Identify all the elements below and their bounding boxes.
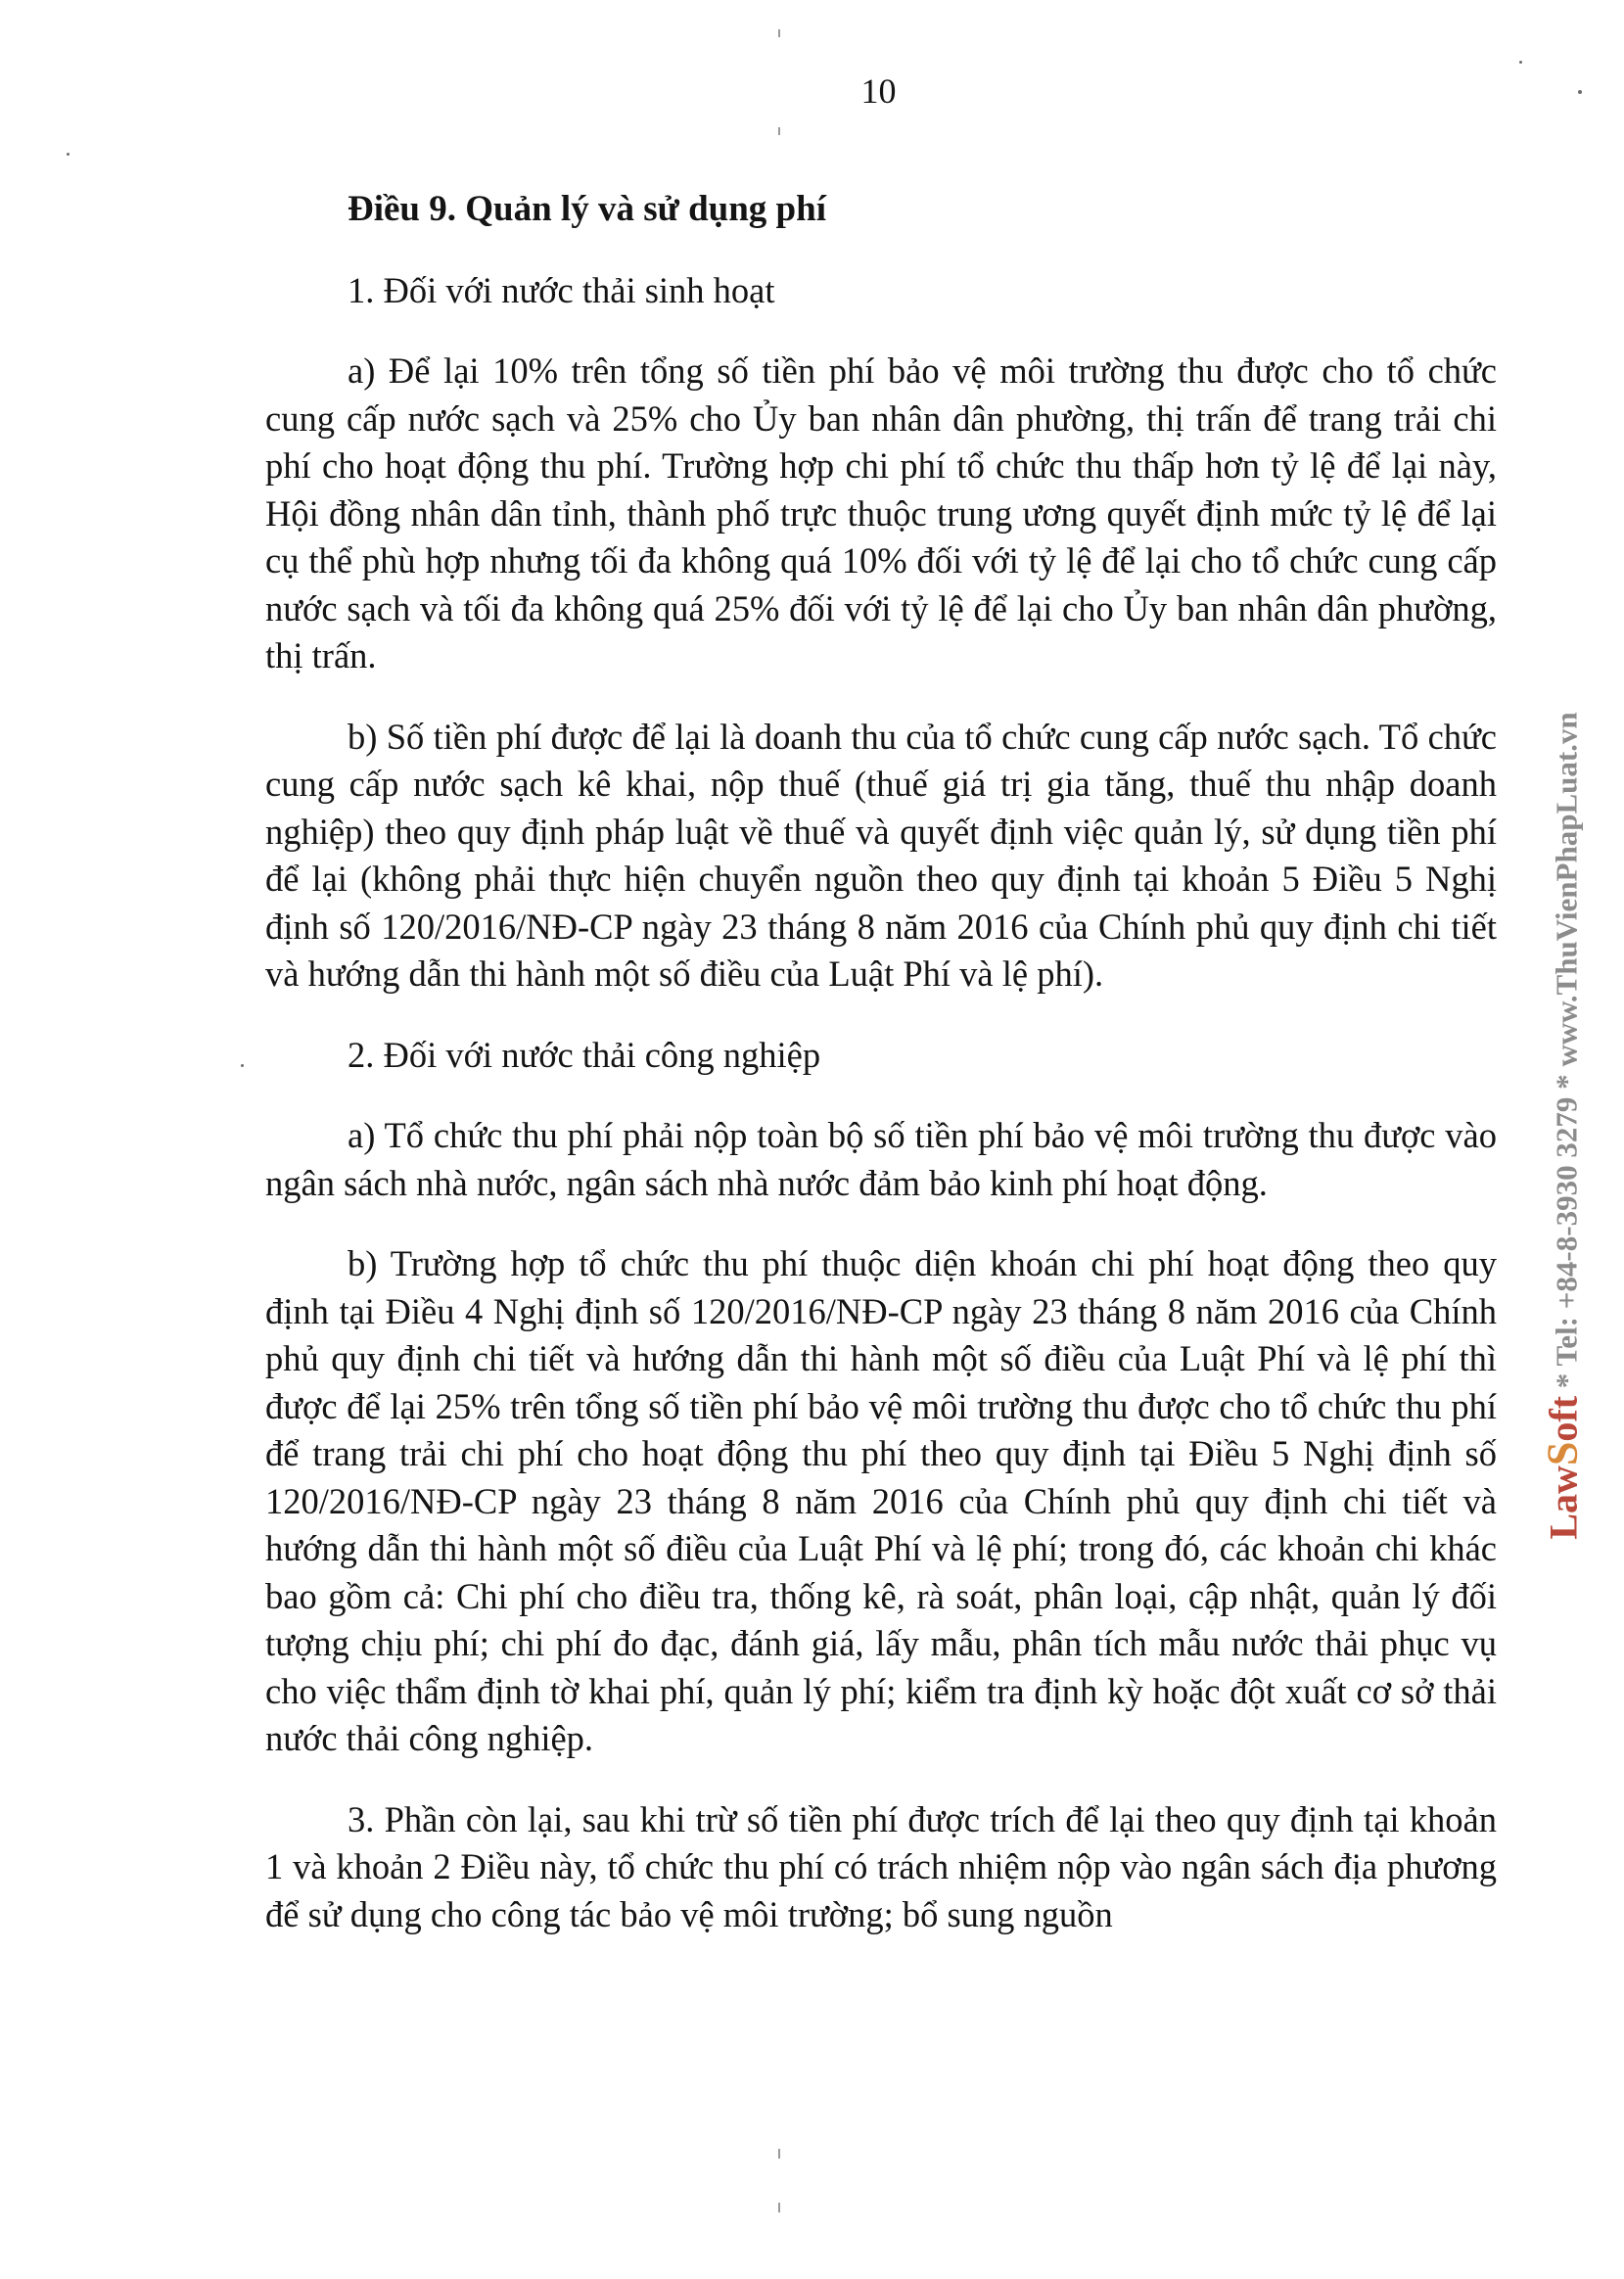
watermark-separator: * — [1549, 1366, 1584, 1396]
section-1-paragraph-b: b) Số tiền phí được để lại là doanh thu của tổ chức cung cấp nước sạch. Tổ chức cung cấp nước sạch kê khai, nộp thuế (thuế giá trị gia tăng, thuế thu nhập doanh nghiệp) theo quy định pháp luật về thuế và quyết định việc quản lý, sử dụng tiền phí để lại (không phải thực hiện chuyển nguồn theo quy định tại khoản 5 Điều 5 Nghị định số 120/2016/NĐ-CP ngày 23 tháng 8 năm 2016 của Chính phủ quy định chi tiết và hướng dẫn thi hành một số điều của Luật Phí và lệ phí). — [265, 716, 1497, 994]
scan-fold-mark — [778, 2203, 780, 2212]
scan-fold-mark — [778, 2149, 780, 2159]
watermark-tel: Tel: +84-8-3930 3279 — [1549, 1096, 1584, 1367]
scan-speck — [67, 153, 70, 156]
scan-speck — [1519, 61, 1522, 64]
article-title: Điều 9. Quản lý và sử dụng phí — [348, 189, 826, 229]
scan-fold-mark — [778, 29, 780, 37]
watermark-site: www.ThuVienPhapLuat.vn — [1549, 712, 1584, 1067]
lawsoft-watermark — [1538, 712, 1588, 1539]
scan-speck — [1578, 90, 1582, 94]
section-2-title: 2. Đối với nước thải công nghiệp — [348, 1034, 821, 1075]
watermark-separator: * — [1549, 1066, 1584, 1097]
section-2-paragraph-a: a) Tổ chức thu phí phải nộp toàn bộ số tiền phí bảo vệ môi trường thu được vào ngân sách nhà nước, ngân sách nhà nước đảm bảo kinh phí hoạt động. — [265, 1115, 1497, 1203]
watermark-oft: oft — [1541, 1395, 1586, 1442]
watermark-s: S — [1538, 1441, 1587, 1466]
section-1-paragraph-a: a) Để lại 10% trên tổng số tiền phí bảo vệ môi trường thu được cho tổ chức cung cấp nước sạch và 25% cho Ủy ban nhân dân phường, thị trấn để trang trải chi phí cho hoạt động thu phí. Trường hợp chi phí tổ chức thu thấp hơn tỷ lệ để lại này, Hội đồng nhân dân tỉnh, thành phố trực thuộc trung ương quyết định mức tỷ lệ để lại cụ thể phù hợp nhưng tối đa không quá 10% đối với tỷ lệ để lại cho tổ chức cung cấp nước sạch và tối đa không quá 25% đối với tỷ lệ để lại cho Ủy ban nhân dân phường, thị trấn. — [265, 350, 1497, 675]
section-2-paragraph-b: b) Trường hợp tổ chức thu phí thuộc diện khoán chi phí hoạt động theo quy định tại Điều 4 Nghị định số 120/2016/NĐ-CP ngày 23 tháng 8 năm 2016 của Chính phủ quy định chi tiết và hướng dẫn thi hành một số điều của Luật Phí và lệ phí thì được để lại 25% trên tổng số tiền phí bảo vệ môi trường thu được cho tổ chức thu phí để trang trải chi phí cho hoạt động thu phí theo quy định tại Điều 5 Nghị định số 120/2016/NĐ-CP ngày 23 tháng 8 năm 2016 của Chính phủ quy định chi tiết và hướng dẫn thi hành một số điều của Luật Phí và lệ phí; trong đó, các khoản chi khác bao gồm cả: Chi phí cho điều tra, thống kê, rà soát, phân loại, cập nhật, quản lý đối tượng chịu phí; chi phí đo đạc, đánh giá, lấy mẫu, phân tích mẫu nước thải phục vụ cho việc thẩm định tờ khai phí, quản lý phí; kiểm tra định kỳ hoặc đột xuất cơ sở thải nước thải công nghiệp. — [265, 1243, 1497, 1758]
section-3-paragraph: 3. Phần còn lại, sau khi trừ số tiền phí được trích để lại theo quy định tại khoản 1 và khoản 2 Điều này, tổ chức thu phí có trách nhiệm nộp vào ngân sách địa phương để sử dụng cho công tác bảo vệ môi trường; bổ sung nguồn — [265, 1798, 1497, 1934]
page-number: 10 — [860, 71, 897, 111]
section-1-title: 1. Đối với nước thải sinh hoạt — [348, 269, 775, 310]
watermark-law: Law — [1541, 1465, 1586, 1540]
scan-fold-mark — [778, 127, 780, 135]
scan-speck — [241, 1064, 244, 1067]
document-body — [265, 186, 1497, 1938]
